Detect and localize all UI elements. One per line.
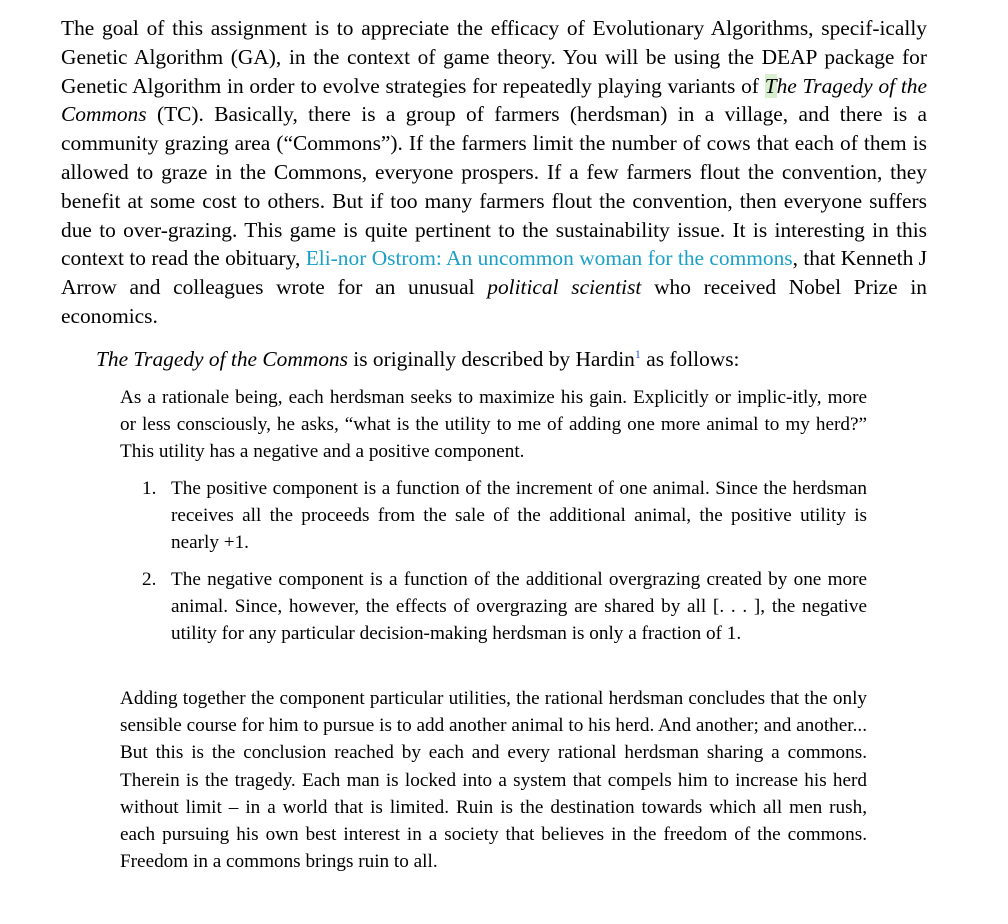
highlighted-letter: T <box>764 73 777 98</box>
hardin-intro-line <box>96 345 896 374</box>
list-item-number: 2. <box>142 569 157 590</box>
tc-title-rest: he Tragedy of the Commons <box>61 73 927 127</box>
list-item-text-main: The positive component is a function of the increment of one animal. Since the herdsman receives all the proceeds from the sale of the additional animal, the positive utility is nearly <box>171 478 867 554</box>
list-item <box>120 475 867 557</box>
ostrom-obituary-link[interactable]: Eli-nor Ostrom: An uncommon woman for the commons <box>305 246 793 271</box>
intro-paragraph <box>61 14 927 331</box>
list-item-text <box>171 475 867 557</box>
quote-paragraph-1: As a rationale being, each herdsman seeks to maximize his gain. Explicitly or implic-itly, more or less consciously, he asks, “what is the utility to me of adding one more animal to my herd?” This utility has a negative and a positive component. <box>120 387 867 463</box>
list-item <box>120 566 867 648</box>
paragraph-text-1: The goal of this assignment is to appreciate the efficacy of Evolutionary Algorithms, specif-ically Genetic Algorithm (GA), in the context of game theory. You will be using the DEAP package for Genetic Algorithm in order to evolve strategies for repeatedly playing variants of <box>61 16 927 98</box>
intro-text: is originally described by Hardin <box>347 347 635 371</box>
intro-text-end: as follows: <box>640 347 740 371</box>
footnote-mark[interactable]: 1 <box>634 346 641 361</box>
paragraph-text-4: who received Nobel Prize in economics. <box>61 275 927 328</box>
emphasis-political-scientist: political scientist <box>487 275 642 300</box>
intro-title: The Tragedy of the Commons <box>96 347 348 371</box>
paragraph-text-2: (TC). Basically, there is a group of farmers (herdsman) in a village, and there is a community grazing area (“Commons”). If the farmers limit the number of cows that each of them is allowed to graze in the Commons, everyone prospers. If a few farmers flout the convention, they benefit at some cost to others. But if too many farmers flout the convention, then everyone suffers due to over-grazing. This game is quite pertinent to the sustainability issue. It is interesting in this context to read the obituary, <box>61 102 927 271</box>
list-item-text-end: . <box>244 532 249 554</box>
list-item-number: 1. <box>142 478 157 499</box>
list-item-text: The negative component is a function of the additional overgrazing created by one more animal. Since, however, the effects of overgrazing are shared by all [. . . ], the negative utility for any particular decision-making herdsman is only a fraction of 1. <box>171 569 867 645</box>
paragraph-text-3: , that Kenneth J Arrow and colleagues wrote for an unusual <box>61 246 927 300</box>
math-plus-one: +1 <box>223 532 245 554</box>
quote-paragraph-2: Adding together the component particular utilities, the rational herdsman concludes that the only sensible course for him to pursue is to add another animal to his herd. And another; and another... But this is the conclusion reached by each and every rational herdsman sharing a commons. Therein is the tragedy. Each man is locked into a system that compels him to increase his herd without limit – in a world that is limited. Ruin is the destination towards which all men rush, each pursuing his own best interest in a society that believes in the freedom of the commons. Freedom in a commons brings ruin to all. <box>120 688 867 873</box>
